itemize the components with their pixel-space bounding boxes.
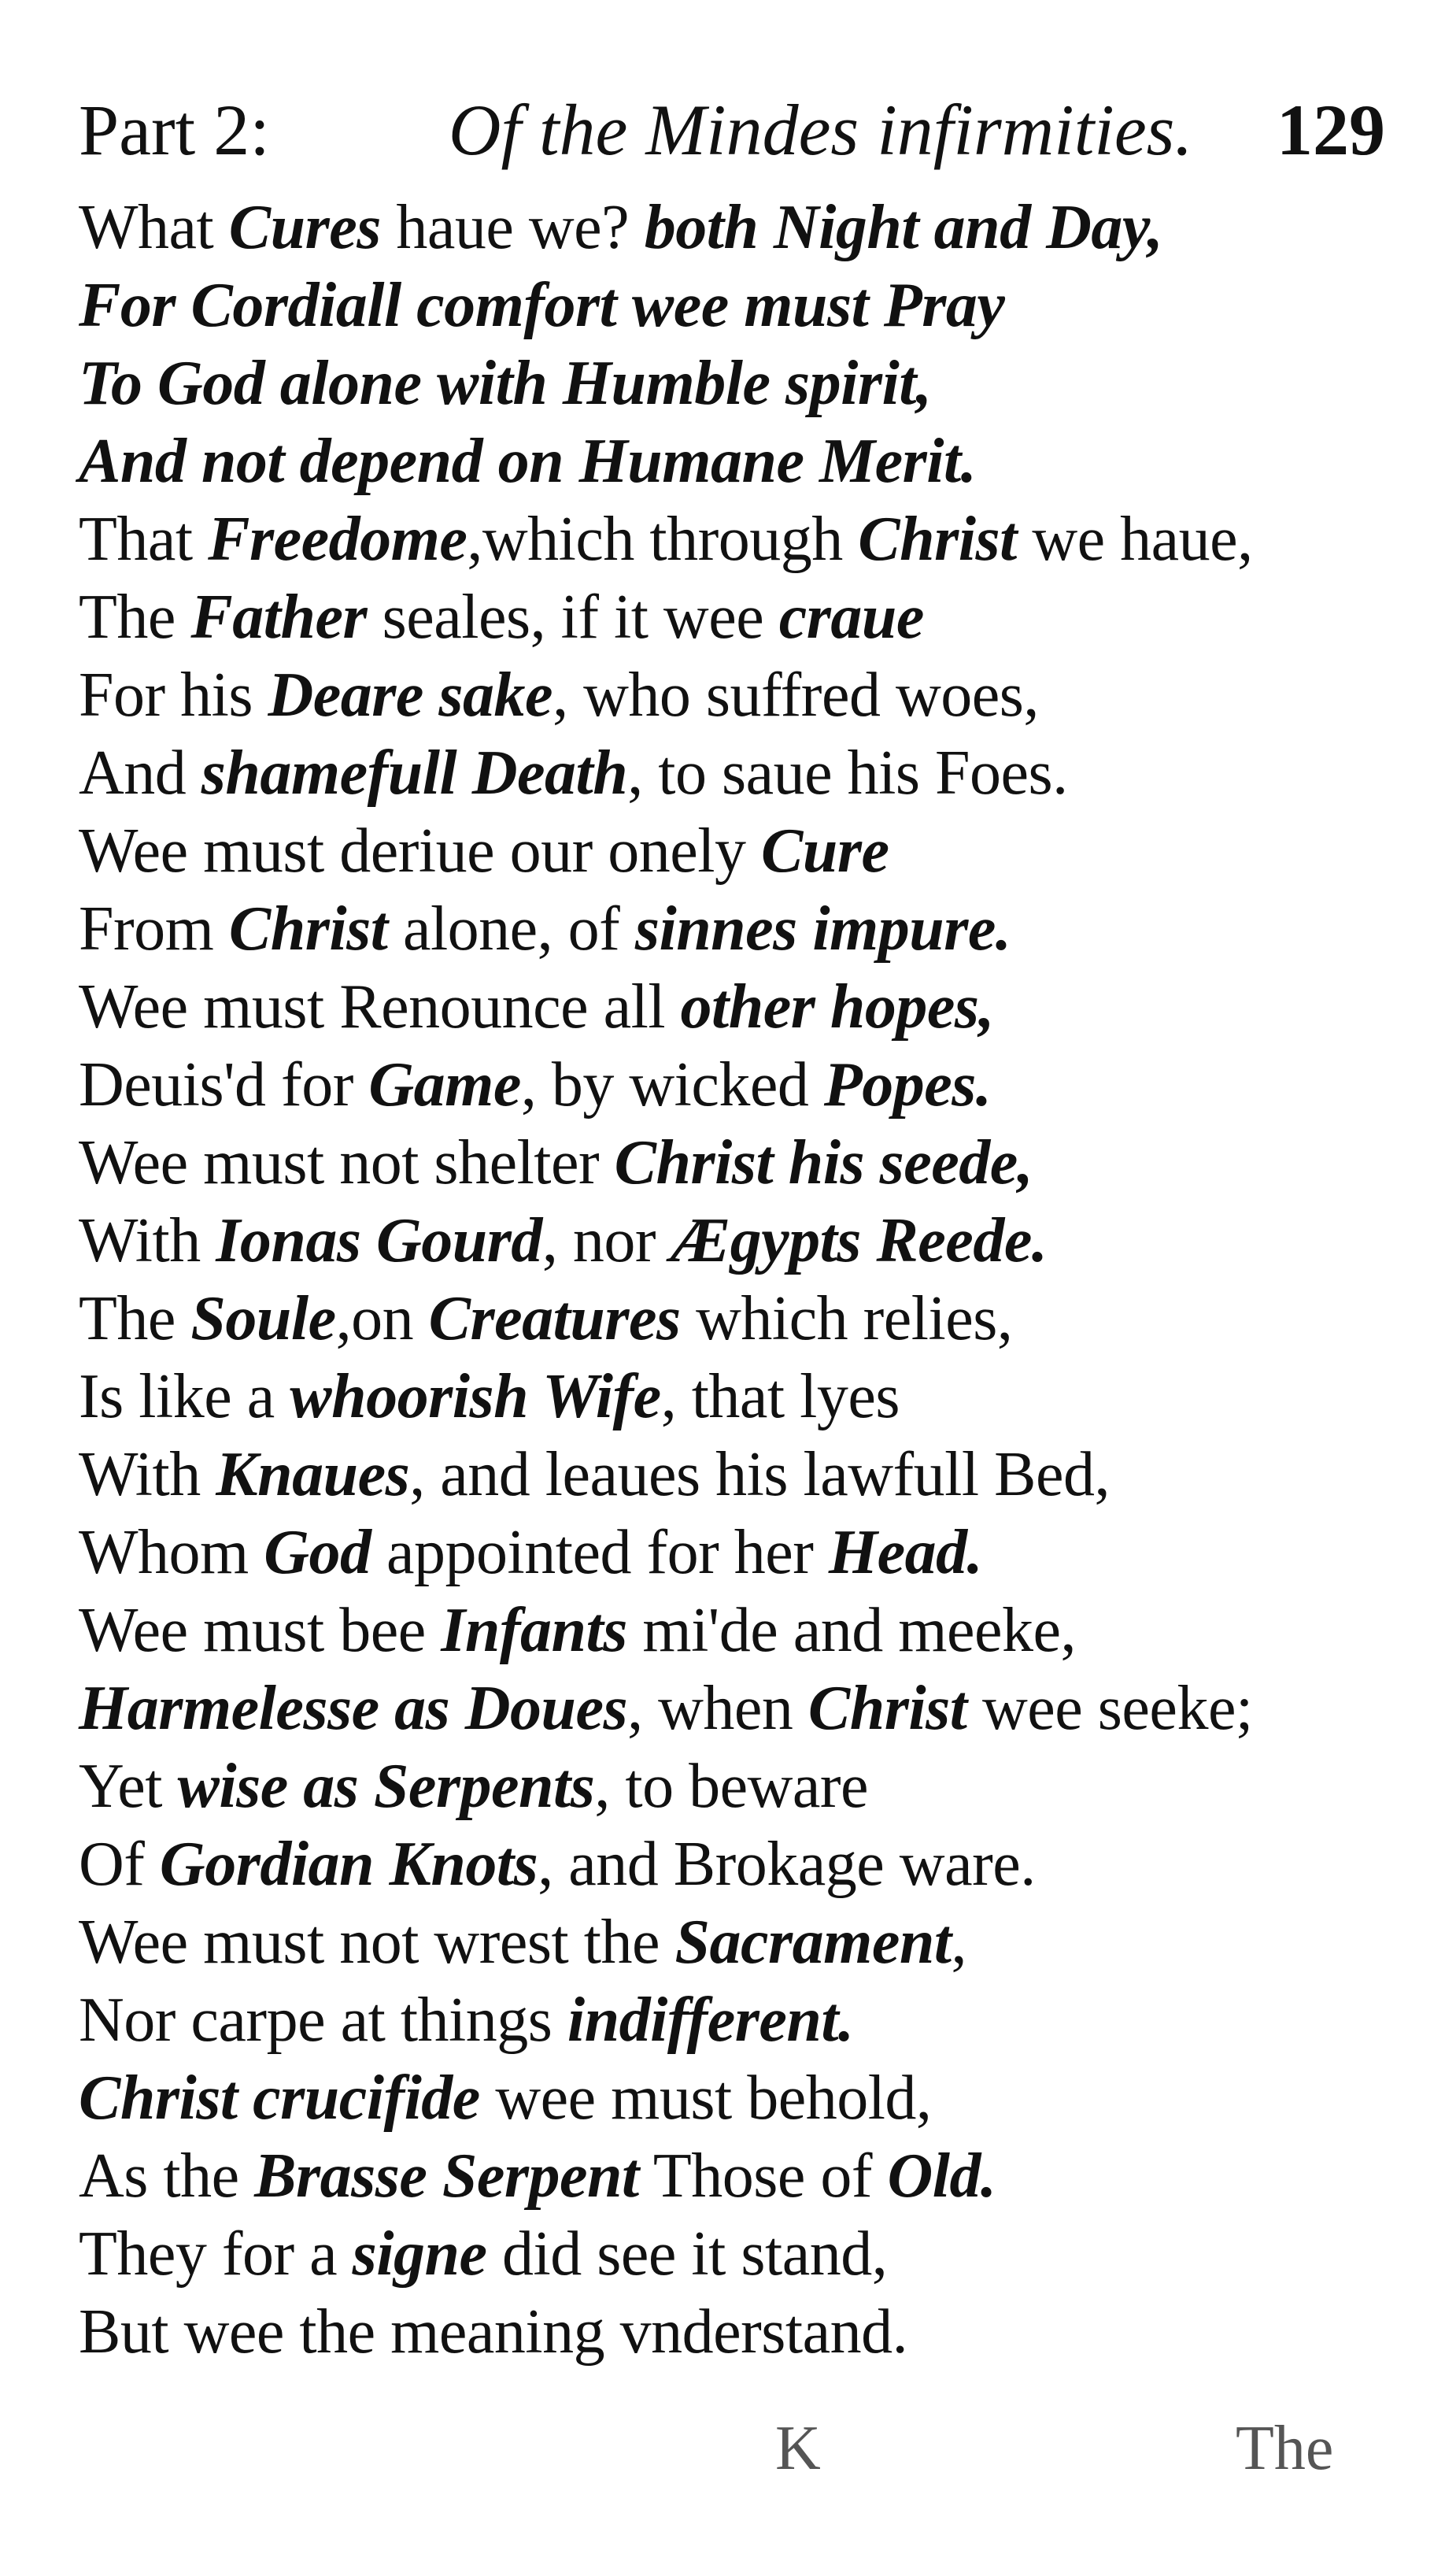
- verse-line: [79, 2137, 1401, 2215]
- italic-text: signe: [352, 2219, 487, 2289]
- italic-text: To God alone with Humble spirit,: [79, 349, 932, 418]
- italic-text: other hopes,: [680, 972, 995, 1042]
- verse-line: [79, 1670, 1401, 1748]
- roman-text: The: [79, 583, 191, 652]
- italic-text: Deare sake: [268, 661, 553, 730]
- roman-text: Deuis'd for: [79, 1050, 369, 1120]
- italic-text: Sacrament: [674, 1908, 952, 1977]
- roman-text: What: [79, 193, 229, 262]
- roman-text: Those of: [638, 2141, 888, 2211]
- catchword: The: [1236, 2414, 1334, 2483]
- roman-text: Wee must Renounce all: [79, 972, 681, 1042]
- verse-line: [79, 890, 1401, 968]
- roman-text: , by wicked: [520, 1050, 824, 1120]
- roman-text: Of: [79, 1830, 160, 1899]
- roman-text: wee must behold,: [479, 2063, 932, 2133]
- roman-text: But wee the meaning vnderstand.: [79, 2297, 908, 2367]
- verse-line: [79, 267, 1401, 345]
- italic-text: Christ crucifide: [79, 2063, 480, 2133]
- italic-text: Creatures: [428, 1284, 681, 1353]
- italic-text: wise as Serpents: [177, 1752, 595, 1821]
- roman-text: And: [79, 738, 201, 808]
- verse-line: [79, 501, 1401, 579]
- roman-text: we haue,: [1016, 505, 1253, 574]
- roman-text: They for a: [79, 2219, 353, 2289]
- part-label: Part 2:: [79, 90, 270, 170]
- roman-text: , when: [627, 1674, 808, 1743]
- verse-line: [79, 968, 1401, 1046]
- roman-text: For his: [79, 661, 268, 730]
- verse-line: [79, 1358, 1401, 1436]
- roman-text: , and leaues his lawfull Bed,: [409, 1440, 1110, 1509]
- verse-body: [79, 189, 1401, 2371]
- verse-line: [79, 735, 1401, 812]
- italic-text: Game: [368, 1050, 521, 1120]
- roman-text: seales, if it wee: [367, 583, 779, 652]
- italic-text: Popes.: [823, 1050, 992, 1120]
- verse-line: [79, 812, 1401, 890]
- italic-text: Harmelesse as Doues: [79, 1674, 628, 1743]
- roman-text: , nor: [541, 1206, 671, 1275]
- verse-line: [79, 345, 1401, 423]
- roman-text: , to saue his Foes.: [627, 738, 1068, 808]
- roman-text: , and Brokage ware.: [538, 1830, 1036, 1899]
- verse-line: [79, 1592, 1401, 1670]
- verse-line: [79, 1982, 1401, 2060]
- roman-text: With: [79, 1440, 216, 1509]
- italic-text: whoorish Wife: [290, 1362, 661, 1431]
- italic-text: sinnes impure.: [634, 894, 1011, 964]
- roman-text: ,: [951, 1908, 967, 1977]
- italic-text: both Night and Day,: [644, 193, 1163, 262]
- roman-text: Wee must not shelter: [79, 1128, 615, 1197]
- roman-text: haue we?: [380, 193, 645, 262]
- italic-text: Cures: [228, 193, 381, 262]
- verse-line: [79, 1826, 1401, 1904]
- roman-text: alone, of: [387, 894, 635, 964]
- verse-line: [79, 579, 1401, 657]
- verse-line: [79, 2215, 1401, 2293]
- verse-line: [79, 1904, 1401, 1982]
- italic-text: shamefull Death: [201, 738, 628, 808]
- roman-text: Nor carpe at things: [79, 1986, 567, 2055]
- roman-text: With: [79, 1206, 216, 1275]
- roman-text: wee seeke;: [966, 1674, 1253, 1743]
- italic-text: Brasse Serpent: [254, 2141, 639, 2211]
- italic-text: For Cordiall comfort wee must Pray: [79, 271, 1005, 340]
- italic-text: Gordian Knots: [159, 1830, 538, 1899]
- italic-text: Christ: [858, 505, 1017, 574]
- roman-text: ,which through: [467, 505, 859, 574]
- roman-text: Wee must bee: [79, 1596, 442, 1665]
- signature-mark: K: [775, 2414, 821, 2483]
- verse-line: [79, 657, 1401, 735]
- roman-text: did see it stand,: [486, 2219, 888, 2289]
- roman-text: ,on: [335, 1284, 429, 1353]
- running-head: [79, 79, 1385, 181]
- italic-text: Cure: [760, 816, 889, 886]
- verse-line: [79, 423, 1401, 501]
- verse-line: [79, 2060, 1401, 2137]
- running-title: Of the Mindes infirmities.: [449, 90, 1193, 170]
- verse-line: [79, 2293, 1401, 2371]
- italic-text: Christ: [808, 1674, 967, 1743]
- verse-line: [79, 1046, 1401, 1124]
- roman-text: Whom: [79, 1518, 264, 1587]
- italic-text: Ionas Gourd: [216, 1206, 542, 1275]
- italic-text: Father: [190, 583, 368, 652]
- italic-text: Head.: [828, 1518, 983, 1587]
- italic-text: Ægypts Reede.: [671, 1206, 1048, 1275]
- page-number: 129: [1277, 90, 1385, 170]
- roman-text: , who suffred woes,: [552, 661, 1039, 730]
- verse-line: [79, 1514, 1401, 1592]
- italic-text: Christ: [228, 894, 388, 964]
- italic-text: Infants: [441, 1596, 627, 1665]
- roman-text: As the: [79, 2141, 255, 2211]
- roman-text: Wee must deriue our onely: [79, 816, 761, 886]
- roman-text: That: [79, 505, 209, 574]
- roman-text: , that lyes: [660, 1362, 900, 1431]
- italic-text: Old.: [887, 2141, 996, 2211]
- roman-text: The: [79, 1284, 191, 1353]
- italic-text: Knaues: [216, 1440, 410, 1509]
- roman-text: Is like a: [79, 1362, 290, 1431]
- roman-text: appointed for her: [371, 1518, 829, 1587]
- italic-text: And not depend on Humane Merit.: [79, 427, 977, 496]
- verse-line: [79, 189, 1401, 267]
- verse-line: [79, 1124, 1401, 1202]
- italic-text: Freedome: [208, 505, 468, 574]
- italic-text: Christ his seede,: [614, 1128, 1033, 1197]
- roman-text: which relies,: [680, 1284, 1013, 1353]
- roman-text: Wee must not wrest the: [79, 1908, 675, 1977]
- roman-text: Yet: [79, 1752, 178, 1821]
- roman-text: mi'de and meeke,: [626, 1596, 1076, 1665]
- italic-text: Soule: [190, 1284, 336, 1353]
- italic-text: God: [264, 1518, 371, 1587]
- italic-text: craue: [778, 583, 924, 652]
- verse-line: [79, 1280, 1401, 1358]
- verse-line: [79, 1748, 1401, 1826]
- verse-line: [79, 1202, 1401, 1280]
- roman-text: From: [79, 894, 229, 964]
- roman-text: , to beware: [594, 1752, 869, 1821]
- verse-line: [79, 1436, 1401, 1514]
- italic-text: indifferent.: [567, 1986, 854, 2055]
